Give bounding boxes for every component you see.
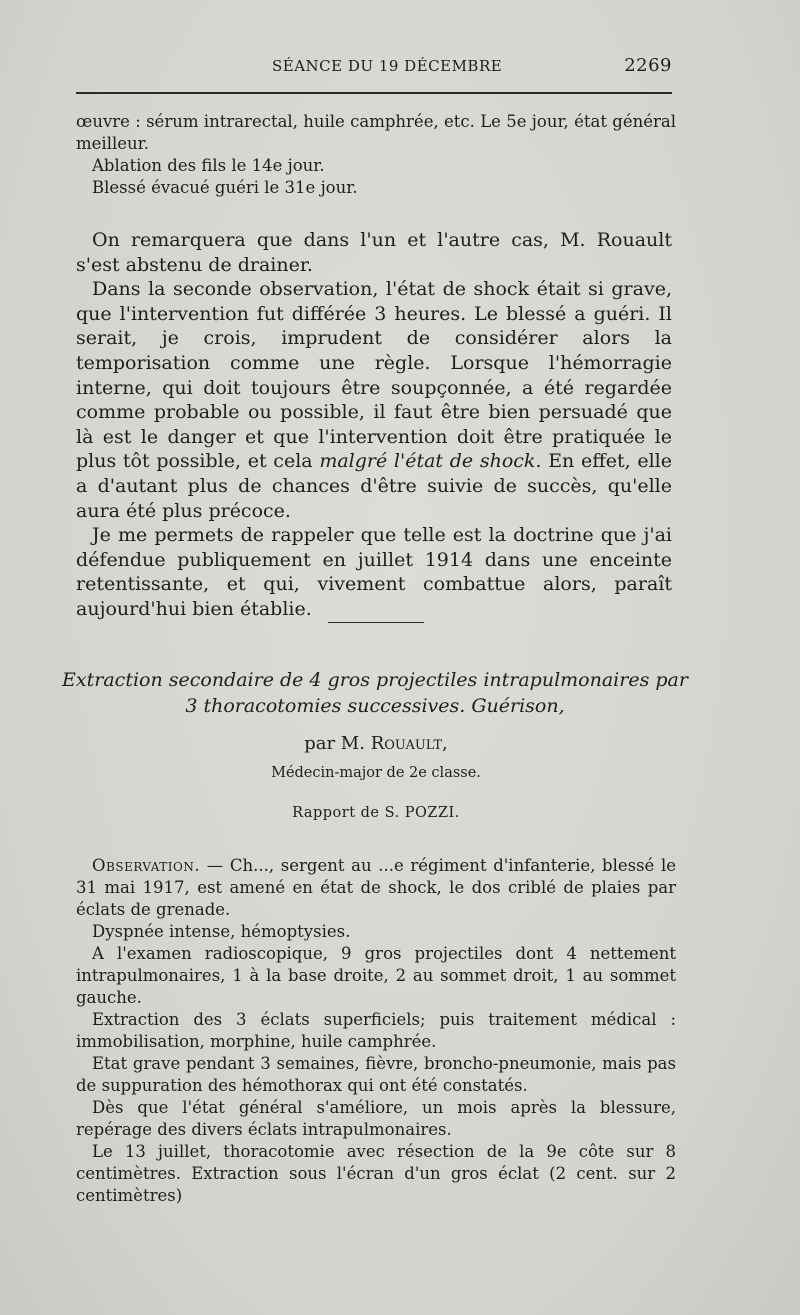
observation-paragraph-3: A l'examen radioscopique, 9 gros projectiles dont 4 nettement intrapulmonaires, 1 à la base droite, 2 au sommet droit, 1 au sommet gauche. bbox=[76, 944, 676, 1007]
continuation-line-2: Ablation des fils le 14e jour. bbox=[92, 156, 325, 175]
observation-block bbox=[76, 855, 676, 1207]
discussion-paragraph-3: Je me permets de rappeler que telle est la doctrine que j'ai défendue publiquement en juillet 1914 dans une enceinte retentissante, et qui, vivement combattue alors, paraît aujourd'hui bien établie. bbox=[76, 524, 672, 620]
discussion-paragraph-1: On remarquera que dans l'un et l'autre cas, M. Rouault s'est abstenu de drainer. bbox=[76, 229, 672, 276]
observation-paragraph-1 bbox=[76, 855, 676, 921]
discussion-p2-text-a: Dans la seconde observation, l'état de shock était si grave, que l'intervention fut différée 3 heures. Le blessé a guéri. Il serait, je crois, imprudent de considérer alors la temporisation comme une règle. Lorsque l'hémorragie interne, qui doit toujours être soupçonnée, a été regardée comme probable ou possible, il faut être bien persuadé que là est le danger et que l'intervention doit être pratiquée le plus tôt possible, et cela bbox=[76, 278, 672, 473]
article-byline bbox=[76, 733, 676, 754]
discussion-block bbox=[76, 228, 672, 622]
continuation-line-3: Blessé évacué guéri le 31e jour. bbox=[92, 178, 358, 197]
continuation-block bbox=[76, 111, 676, 199]
running-title: SÉANCE DU 19 DÉCEMBRE bbox=[272, 57, 503, 75]
observation-paragraph-7: Le 13 juillet, thoracotomie avec résection de la 9e côte sur 8 centimètres. Extraction sous l'écran d'un gros éclat (2 cent. sur 2 centimètres) bbox=[76, 1142, 676, 1205]
observation-paragraph-6: Dès que l'état général s'améliore, un mois après la blessure, repérage des divers éclats intrapulmonaires. bbox=[76, 1098, 676, 1139]
observation-paragraph-5: Etat grave pendant 3 semaines, fièvre, broncho-pneumonie, mais pas de suppuration des hémothorax qui ont été constatés. bbox=[76, 1054, 676, 1095]
continuation-line-1: œuvre : sérum intrarectal, huile camphrée, etc. Le 5e jour, état général meilleur. bbox=[76, 112, 676, 153]
author-name: Rouault, bbox=[370, 733, 448, 754]
observation-paragraph-4: Extraction des 3 éclats superficiels; puis traitement médical : immobilisation, morphine, huile camphrée. bbox=[76, 1010, 676, 1051]
byline-prefix: par M. bbox=[304, 733, 365, 754]
observation-p1-text: — Ch..., sergent au ...e régiment d'infanterie, blessé le 31 mai 1917, est amené en état de shock, le dos criblé de plaies par éclats de grenade. bbox=[76, 856, 676, 919]
observation-paragraph-2: Dyspnée intense, hémoptysies. bbox=[92, 922, 351, 941]
discussion-paragraph-2 bbox=[76, 277, 672, 523]
article-title-line-2: 3 thoracotomies successives. Guérison, bbox=[185, 695, 565, 717]
header-rule bbox=[76, 92, 672, 94]
page-header bbox=[76, 55, 672, 81]
discussion-p2-italic: malgré l'état de shock. bbox=[319, 450, 542, 473]
article-title bbox=[60, 667, 690, 719]
page-number: 2269 bbox=[624, 55, 672, 76]
section-divider bbox=[328, 622, 424, 623]
author-rank: Médecin-major de 2e classe. bbox=[271, 765, 481, 781]
article-title-line-1: Extraction secondaire de 4 gros projectiles intrapulmonaires par bbox=[62, 669, 688, 691]
report-credit: Rapport de S. POZZI. bbox=[292, 805, 460, 821]
discussion-p2-text-b: En effet, elle a d'autant plus de chances d'être suivie de succès, qu'elle aura été plus précoce. bbox=[76, 450, 672, 522]
observation-label: Observation. bbox=[92, 856, 201, 875]
